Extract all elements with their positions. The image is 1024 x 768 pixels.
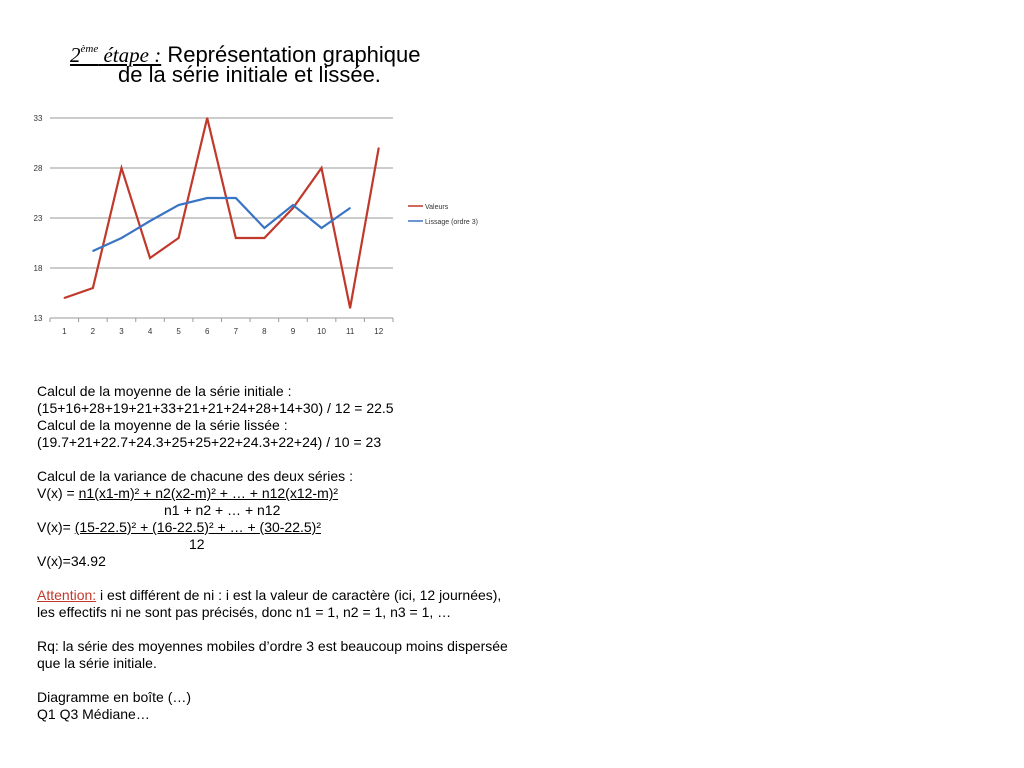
variance-calc-denominator: 12: [189, 536, 205, 552]
variance-formula-denominator: n1 + n2 + … + n12: [164, 502, 281, 518]
x-tick-label: 6: [204, 327, 210, 336]
data-point: [121, 237, 123, 239]
mean-smoothed-calc: (19.7+21+22.7+24.3+25+25+22+24.3+22+24) / 10 = 23: [37, 434, 382, 450]
y-tick-label: 13: [33, 314, 43, 323]
attention-label: Attention:: [37, 587, 97, 603]
box-plot-note: Diagramme en boîte (…): [37, 689, 192, 705]
mean-smoothed-label: Calcul de la moyenne de la série lissée :: [37, 417, 288, 433]
mean-initial-label: Calcul de la moyenne de la série initiale :: [37, 383, 292, 399]
x-tick-label: 9: [290, 327, 296, 336]
x-tick-label: 3: [119, 327, 124, 336]
legend-label: Valeurs: [425, 204, 449, 211]
data-point: [349, 307, 351, 309]
legend-label: Lissage (ordre 3): [425, 219, 478, 226]
data-point: [149, 257, 151, 259]
x-tick-label: 1: [62, 327, 67, 336]
title-text-1: Représentation graphique: [167, 42, 421, 67]
remark-line-2: que la série initiale.: [37, 655, 157, 671]
data-point: [292, 204, 294, 206]
x-tick-label: 12: [374, 327, 384, 336]
attention-note-2: les effectifs ni ne sont pas précisés, donc n1 = 1, n2 = 1, n3 = 1, …: [37, 604, 452, 620]
remark-line-1: Rq: la série des moyennes mobiles d’ordre 3 est beaucoup moins dispersée: [37, 638, 508, 654]
data-point: [178, 204, 180, 206]
series-line-valeurs: [64, 118, 378, 308]
data-point: [206, 197, 208, 199]
variance-result: V(x)=34.92: [37, 553, 106, 569]
x-tick-label: 4: [147, 327, 153, 336]
data-point: [321, 167, 323, 169]
variance-formula: V(x) = n1(x1-m)² + n2(x2-m)² + … + n12(x12-m)²: [37, 485, 339, 501]
data-point: [321, 227, 323, 229]
mean-initial-calc: (15+16+28+19+21+33+21+21+24+28+14+30) / 12 = 22.5: [37, 400, 394, 416]
variance-label: Calcul de la variance de chacune des deux séries :: [37, 468, 353, 484]
x-tick-label: 7: [233, 327, 239, 336]
data-point: [292, 207, 294, 209]
data-point: [149, 220, 151, 222]
line-chart: [28, 96, 528, 346]
data-point: [63, 297, 65, 299]
data-point: [121, 167, 123, 169]
data-point: [264, 237, 266, 239]
data-point: [235, 197, 237, 199]
y-tick-label: 18: [33, 264, 43, 273]
quartiles-note: Q1 Q3 Médiane…: [37, 706, 150, 722]
x-tick-label: 5: [176, 327, 181, 336]
page-title-line2: de la série initiale et lissée.: [118, 62, 381, 87]
x-tick-label: 8: [262, 327, 267, 336]
data-point: [92, 250, 94, 252]
data-point: [264, 227, 266, 229]
data-point: [378, 147, 380, 149]
x-tick-label: 10: [317, 327, 326, 336]
data-point: [349, 207, 351, 209]
calculation-text: [37, 383, 597, 723]
series-line-lissage: [93, 198, 350, 251]
x-tick-label: 2: [90, 327, 96, 336]
data-point: [92, 287, 94, 289]
step-label: 2ème étape :: [70, 43, 162, 67]
data-point: [178, 237, 180, 239]
data-point: [235, 237, 237, 239]
data-point: [206, 117, 208, 119]
y-tick-label: 23: [33, 214, 43, 223]
y-tick-label: 28: [33, 164, 43, 173]
x-tick-label: 11: [345, 327, 355, 336]
variance-calc: V(x)= (15-22.5)² + (16-22.5)² + … + (30-22.5)²: [37, 519, 322, 535]
y-tick-label: 33: [33, 114, 43, 123]
attention-note: Attention: i est différent de ni : i est la valeur de caractère (ici, 12 journées),: [37, 587, 502, 603]
